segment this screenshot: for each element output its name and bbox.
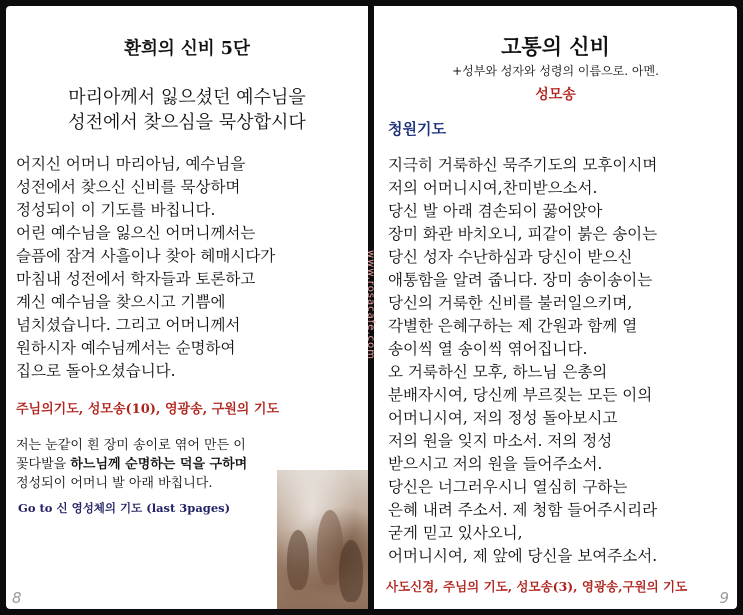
offering-line-2 <box>16 455 247 475</box>
page-title: 환희의 신비 5단 <box>124 39 250 59</box>
body-line: 원하시자 예수님께서는 순명하여 <box>16 339 236 357</box>
body-line: 저의 어머니시여,찬미받으소서. <box>388 179 598 197</box>
body-line: 장미 화관 바치오니, 피같이 붉은 송이는 <box>388 225 658 243</box>
offering-virtue: 하느님께 순명하는 덕을 구하며 <box>70 457 248 472</box>
page-title: 고통의 신비 <box>501 34 610 59</box>
body-line: 슬픔에 잠겨 사흘이나 찾아 헤매시다가 <box>16 247 276 265</box>
body-line: 굳게 믿고 있사오니, <box>388 524 523 542</box>
body-line: 각별한 은혜구하는 제 간원과 함께 열 <box>388 317 638 335</box>
section-heading: 청원기도 <box>388 120 446 138</box>
offering-text: 꽃다발을 <box>16 457 71 472</box>
body-line: 넘치셨습니다. 그리고 어머니께서 <box>16 316 241 334</box>
footer-prayer-list: 사도신경, 주님의 기도, 성모송(3), 영광송,구원의 기도 <box>386 579 688 594</box>
page-number: 8 <box>12 589 22 607</box>
body-line: 받으시고 저의 원을 들어주소서. <box>388 455 603 473</box>
page-number: 9 <box>719 589 729 607</box>
meditation-line-1: 마리아께서 잃으셨던 예수님을 <box>68 87 306 108</box>
offering-line-3: 정성되이 어머니 발 아래 바칩니다. <box>16 476 213 491</box>
body-line: 어린 예수님을 잃으신 어머니께서는 <box>16 224 256 242</box>
body-line: 어머니시여, 저의 정성 돌아보시고 <box>388 409 618 427</box>
body-line: 애통함을 알려 줍니다. 장미 송이송이는 <box>388 271 653 289</box>
body-line: 계신 예수님을 찾으시고 기쁨에 <box>16 293 226 311</box>
right-page <box>374 6 737 609</box>
body-line: 오 거룩하신 모후, 하느님 은총의 <box>388 363 608 381</box>
body-line: 당신 발 아래 겸손되이 꿇어앉아 <box>388 202 603 220</box>
body-line: 분배자시여, 당신께 부르짖는 모든 이의 <box>388 386 653 404</box>
body-line: 정성되이 이 기도를 바칩니다. <box>16 201 216 219</box>
body-line: 집으로 돌아오셨습니다. <box>16 362 176 380</box>
body-line: 당신은 너그러우시니 열심히 구하는 <box>388 478 628 496</box>
body-line: 성전에서 찾으신 신비를 묵상하며 <box>16 178 241 196</box>
body-line: 당신의 거룩한 신비를 불러일으키며, <box>388 294 633 312</box>
body-line: 저의 원을 잊지 마소서. 저의 정성 <box>388 432 613 450</box>
body-line: 지극히 거룩하신 묵주기도의 모후이시며 <box>388 156 658 174</box>
left-page <box>6 6 368 609</box>
site-watermark: www.rosacafe.com <box>365 250 376 360</box>
offering-line-1: 저는 눈같이 흰 장미 송이로 엮어 만든 이 <box>16 438 246 453</box>
sign-of-cross: +성부와 성자와 성령의 이름으로. 아멘. <box>452 64 659 78</box>
religious-painting <box>277 470 368 609</box>
body-line: 어머니시여, 제 앞에 당신을 보여주소서. <box>388 547 658 565</box>
meditation-line-2: 성전에서 찾으심을 묵상합시다 <box>68 112 306 133</box>
body-line: 마침내 성전에서 학자들과 토론하고 <box>16 270 256 288</box>
body-line: 어지신 어머니 마리아님, 예수님을 <box>16 155 246 173</box>
body-line: 은혜 내려 주소서. 제 청함 들어주시리라 <box>388 501 658 519</box>
prayer-list: 주님의기도, 성모송(10), 영광송, 구원의 기도 <box>16 402 280 417</box>
body-line: 당신 성자 수난하심과 당신이 받으신 <box>388 248 633 266</box>
body-line: 송이씩 열 송이씩 엮어집니다. <box>388 340 588 358</box>
goto-communion-link[interactable]: Go to 신 영성체의 기도 (last 3pages) <box>18 501 231 515</box>
hail-mary-label: 성모송 <box>535 87 576 103</box>
